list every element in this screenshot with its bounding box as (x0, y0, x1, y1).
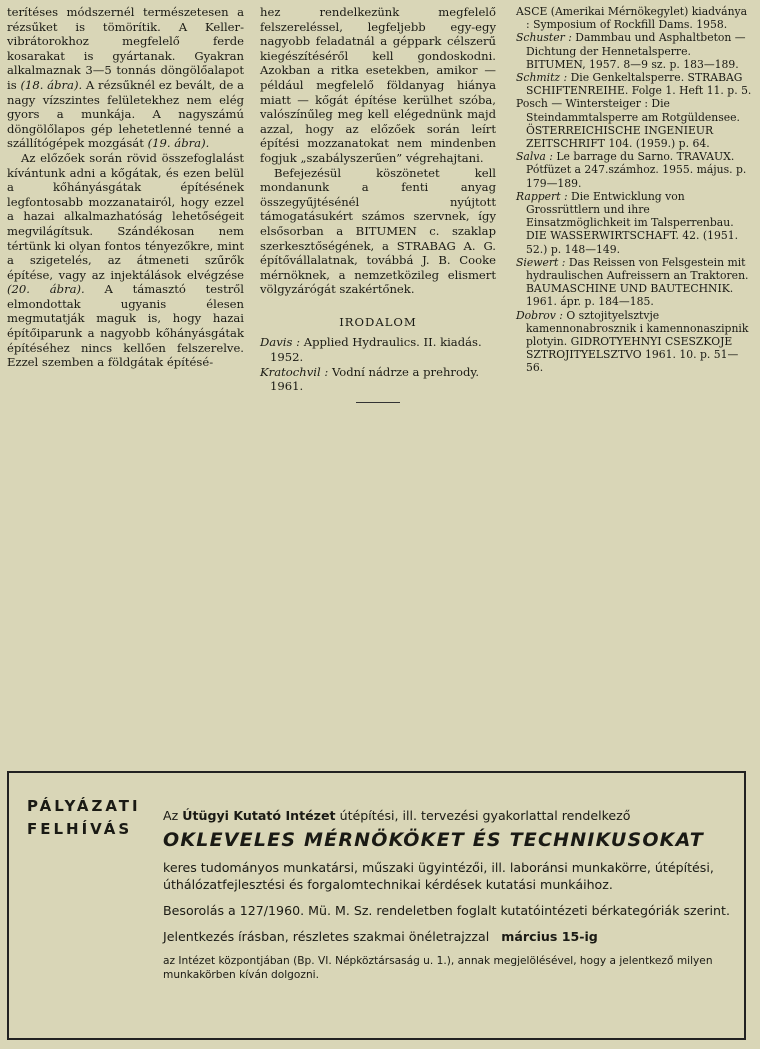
reference-item (516, 309, 752, 375)
reference-author: Schmitz : (516, 71, 568, 85)
reference-text: Vodní nádrze a prehrody. 1961. (270, 364, 480, 394)
ad-deadline: március 15-ig (501, 929, 598, 944)
figure-reference: (19. ábra). (147, 136, 210, 151)
job-advertisement (7, 771, 746, 1040)
reference-item (516, 190, 752, 256)
paragraph-text: terítéses módszernél természetesen a rézsűket is tömörítik. A Keller-vibrátorokhoz megfelelő ferde kosarakat is gyártanak. Gyakran alkalmaznak 3—5 tonnás döngölőalapot is (7, 5, 244, 92)
paragraph-text: A rézsűknél ez bevált, de a nagy vízszintes felületekhez nem elég gyors a munkája. A nagyszámú döngölőlapos gép lehetetlenné tenné a szállítógépek mozgását (7, 77, 245, 151)
reference-item (516, 150, 752, 190)
ad-heading-line: FELHÍVÁS (27, 820, 133, 838)
figure-reference: (20. ábra). (7, 282, 85, 297)
reference-author: Siewert : (516, 255, 566, 269)
reference-item (260, 365, 496, 394)
ad-paragraph: az Intézet központjában (Bp. VI. Népköztársaság u. 1.), annak megjelölésével, hogy a jelentkező milyen munkakörben kíván dolgozni. (163, 955, 713, 981)
paragraph-text: Az előzőek során rövid összefoglalást kívántunk adni a kőgátak, és ezen belül a kőhányásgátak építésének legfontosabb mozzanatairól, hogy ezzel a hazai alkalmazhatóság lehetőségeit megvilágítsuk. Szándékosan nem tértünk ki olyan fontos tényezőkre, mint a szigetelés, az átmeneti szűrők építése, vagy az injektálások elvégzése (7, 150, 244, 282)
reference-author: Salva : (516, 150, 553, 164)
text-column-left (7, 5, 244, 370)
ad-paragraph: keres tudományos munkatársi, műszaki ügyintézői, ill. laboránsi munkakörre, útépítési, úthálózatfejlesztési és forgalomtechnikai kérdések kutatási munkáihoz. (163, 860, 714, 892)
text-column-middle (260, 5, 496, 403)
figure-reference: (18. ábra). (20, 77, 83, 92)
reference-author: Rappert : (516, 189, 568, 203)
reference-author: Dobrov : (516, 308, 563, 322)
reference-text: O sztojityelsztvje kamennonabrosznik i kamennonaszipnik plotyin. GIDROTYEHNYI CSESZKOJE SZTROJITYELSZTVO 1961. 10. p. 51—56. (526, 308, 749, 375)
reference-text: Applied Hydraulics. II. kiadás. 1952. (270, 335, 482, 365)
reference-item (260, 335, 496, 364)
paragraph: hez rendelkezünk megfelelő felszereléssel, legfeljebb egy-egy nagyobb feladatnál a géppark célszerű kiegészítéséről kell gondoskodni. Azokban a ritka esetekben, amikor — például megfelelő földanyag hiánya miatt — kőgát építése kerülhet szóba, valószínűleg meg kell elégednünk majd azzal, hogy az előzőek során leírt építési mozzanatokat nem mindenben fogjuk „szabályszerűen” végrehajtani. (260, 5, 496, 165)
ad-body (163, 807, 733, 982)
reference-item (516, 256, 752, 309)
paragraph (7, 151, 244, 370)
reference-item (516, 71, 752, 97)
reference-author: Kratochvil : (260, 364, 329, 379)
reference-text: Die Genkeltalsperre. STRABAG SCHIFTENREIHE. Folge 1. Heft 11. p. 5. (526, 71, 752, 98)
ad-paragraph: Besorolás a 127/1960. Mü. M. Sz. rendeletben foglalt kutatóintézeti bérkategóriák szerint. (163, 903, 730, 918)
paragraph-text: A támasztó testről elmondottak ugyanis élesen megmutatják maguk is, hogy hazai építőiparunk a nagyobb kőhányásgátak építéséhez nincs kellően felszerelve. Ezzel szemben a földgátak építésé- (7, 282, 244, 370)
reference-author: Davis : (260, 335, 301, 350)
ad-text: útépítési, ill. tervezési gyakorlattal rendelkező (339, 808, 631, 823)
reference-author: Schuster : (516, 31, 572, 45)
reference-item (516, 31, 752, 71)
ad-text: Az (163, 808, 179, 823)
paragraph (7, 5, 244, 151)
ad-heading-line: PÁLYÁZATI (27, 797, 141, 815)
ad-title: OKLEVELES MÉRNÖKÖKET ÉS TECHNIKUSOKAT (163, 829, 704, 851)
ad-paragraph (163, 928, 733, 945)
end-rule (356, 402, 400, 403)
reference-text: Die Entwicklung von Grossrüttlern und ihre Einsatzmöglichkeit im Talsperrenbau. DIE WASSERWIRTSCHAFT. 42. (1951. 52.) p. 148—149. (526, 189, 739, 256)
text-column-right (516, 5, 752, 375)
reference-text: Le barrage du Sarno. TRAVAUX. Pótfüzet a 247.számhoz. 1955. május. p. 179—189. (526, 150, 747, 190)
ad-organization: Útügyi Kutató Intézet (182, 808, 336, 823)
reference-text: Das Reissen von Felsgestein mit hydraulischen Aufreissern an Traktoren. BAUMASCHINE UND BAUTECHNIK. 1961. ápr. p. 184—185. (526, 255, 749, 309)
ad-text: Jelentkezés írásban, részletes szakmai önéletrajzzal (163, 929, 490, 944)
ad-heading (27, 795, 141, 841)
reference-author: Posch (516, 97, 548, 111)
paragraph: Befejezésül köszönetet kell mondanunk a fenti anyag összegyűjtésénél nyújtott támogatásukért számos szervnek, így elsősorban a BITUMEN c. szaklap szerkesztőségének, a STRABAG A. G. építővállalatnak, továbbá J. B. Cooke mérnöknek, a nemzetközileg elismert völgyzárógát szakértőnek. (260, 165, 496, 297)
references-heading: IRODALOM (339, 314, 417, 329)
ad-intro (163, 807, 733, 824)
reference-item: ASCE (Amerikai Mérnökegylet) kiadványa : Symposium of Rockfill Dams. 1958. (516, 5, 748, 32)
reference-item (516, 97, 752, 150)
reference-text: — Wintersteiger : Die Steindammtalsperre am Rotgüldensee. ÖSTERREICHISCHE INGENIEUR ZEITSCHRIFT 104. (1959.) p. 64. (526, 97, 740, 151)
reference-text: Dammbau und Asphaltbeton — Dichtung der Hennetalsperre. BITUMEN, 1957. 8—9 sz. p. 183—189. (526, 31, 746, 71)
